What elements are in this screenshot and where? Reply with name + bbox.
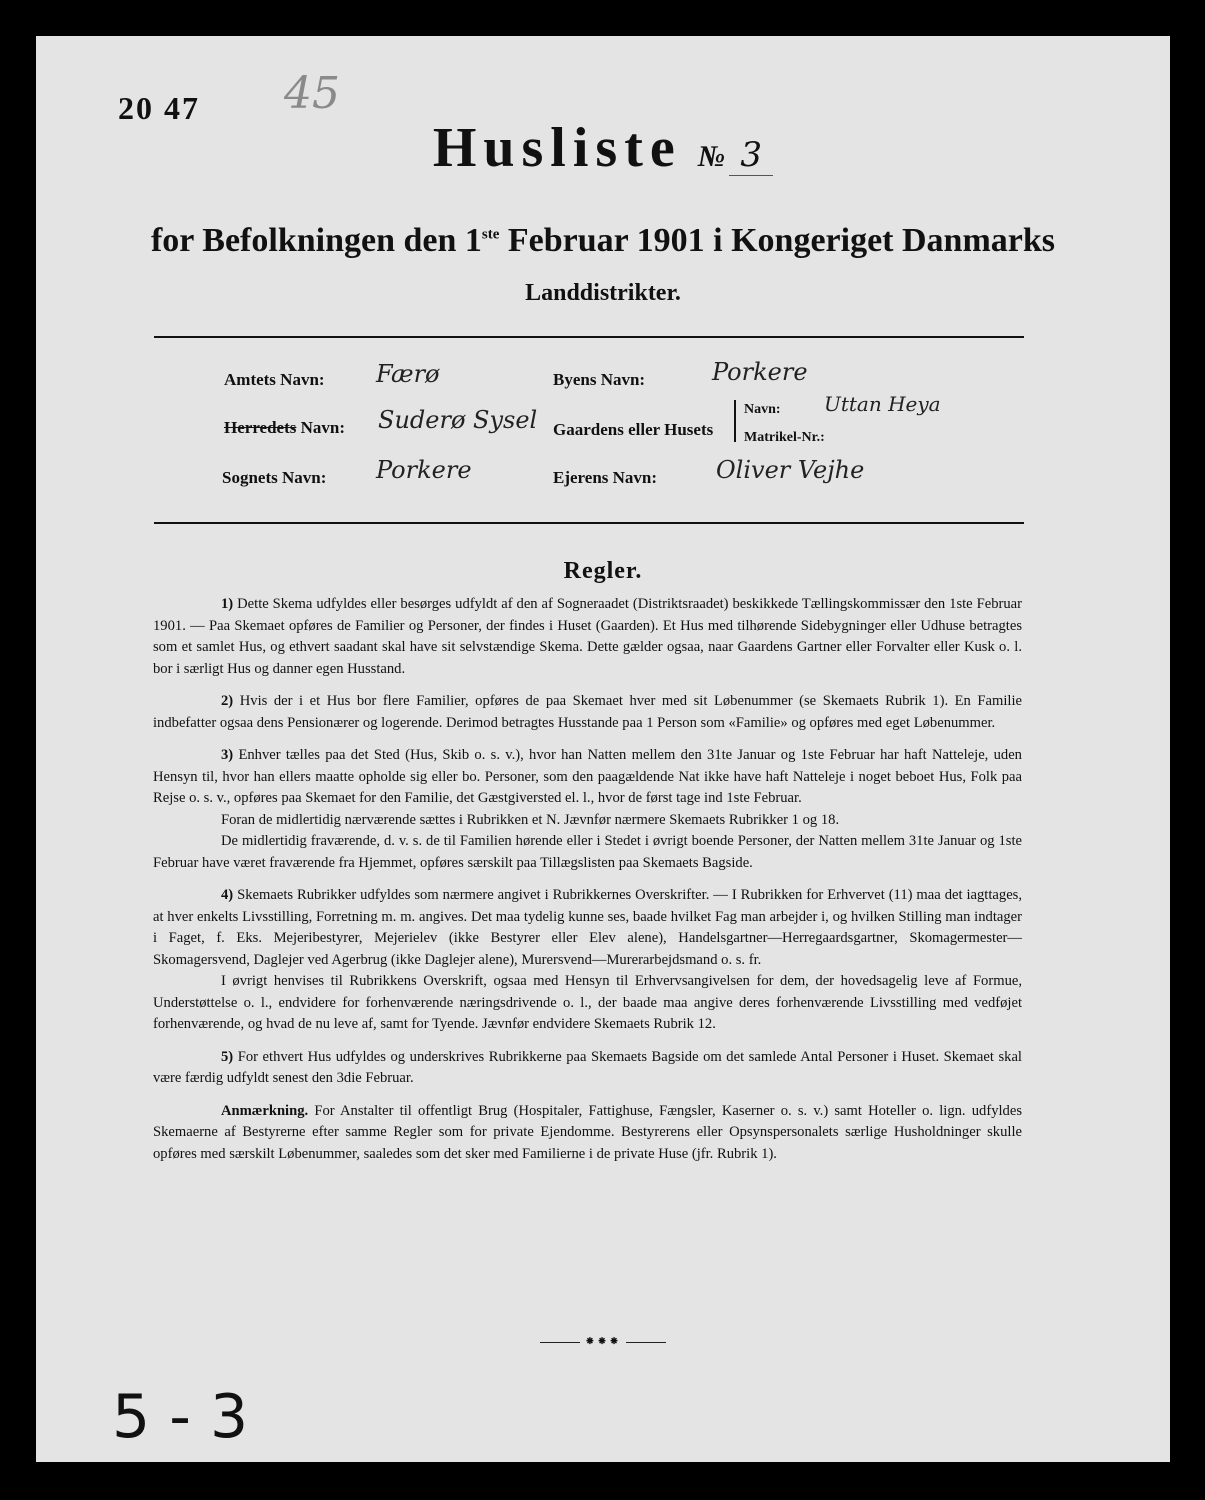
ornament — [36, 1334, 1170, 1349]
rule-5-number: 5) — [221, 1048, 234, 1065]
form-title: Husliste — [432, 117, 682, 179]
note-text: For Anstalter til offentligt Brug (Hospitaler, Fattighuse, Fængsler, Kaserner o. s. v.) samt Hoteller o. lign. udfyldes Skemaerne af Bestyrerne efter samme Regler som for private Ejendomme. Bestyrerens eller Opsynspersonalets særlige Husholdninger skulle opføres med særskilt Løbenummer, saaledes som det sker med Familierne i de private Huse (jfr. Rubrik 1). — [153, 1102, 1022, 1162]
rule-2-text: Hvis der i et Hus bor flere Familier, opføres de paa Skemaet hver med sit Løbenummer (se Skemaets Rubrik 1). En Familie indbefatter ogsaa dens Pensionærer og logerende. Derimod betragtes Husstande paa 1 Person som «Familie» og opføres med eget Løbenummer. — [153, 693, 1022, 731]
sogn-value: Porkere — [376, 456, 472, 484]
note — [153, 1101, 1022, 1166]
number-value: 3 — [729, 135, 773, 176]
form-subtitle — [36, 222, 1170, 260]
subtitle-suffix: Februar 1901 i Kongeriget Danmarks — [499, 222, 1056, 259]
rules-body — [153, 594, 1022, 1176]
rule-4-text: Skemaets Rubrikker udfyldes som nærmere angivet i Rubrikkernes Overskrifter. — I Rubrikken for Erhvervet (11) maa det iagttages, at hver enkelts Livsstilling, Forretning m. m. angives. Det maa tydelig kunne ses, baade hvilket Fag man arbejder i, og hvilken Stilling man indtager i Faget, f. Eks. Mejeribestyrer, Mejerielev (ikke Bestyrer eller Elev alene), Handelsgartner—Herregaardsgartner, Skomagermester—Skomagersvend, Daglejer ved Agerbrug (ikke Daglejer alene), Murersvend—Murerarbejdsmand o. s. fr. — [153, 887, 1022, 968]
navn-value: Uttan Heya — [824, 392, 941, 416]
ejer-label: Ejerens Navn: — [553, 468, 658, 487]
sogn-label: Sognets Navn: — [222, 468, 327, 487]
byen-value: Porkere — [712, 358, 808, 386]
top-divider — [154, 336, 1024, 338]
gaard-label: Gaardens eller Husets — [553, 420, 714, 439]
amt-label: Amtets Navn: — [224, 370, 325, 389]
subtitle-prefix: for Befolkningen den 1 — [150, 222, 482, 259]
herred-value: Suderø Sysel — [378, 406, 538, 434]
rule-3-text: Enhver tælles paa det Sted (Hus, Skib o. s. v.), hvor han Natten mellem den 31te Januar og 1ste Februar har haft Natteleje, uden Hensyn til, hvor han ellers maatte opholde sig eller bo. Personer, som den paagældende Nat ikke have haft Natteleje i noget beboet Hus, Folk paa Rejse o. s. v., opføres paa Skemaet for den Familie, det Gæstgiversted el. l., hvor de først tage ind 1ste Februar. — [153, 747, 1022, 806]
herred-label-struck: Herredets — [224, 418, 297, 437]
district-heading: Landdistrikter. — [525, 280, 681, 306]
rule-3-number: 3) — [221, 747, 234, 763]
navn-label: Navn: — [744, 402, 781, 417]
rule-2-number: 2) — [221, 693, 234, 709]
rules-heading: Regler. — [563, 558, 643, 584]
rule-1 — [153, 594, 1022, 680]
title-row — [36, 116, 1170, 180]
ornament-line-right — [626, 1342, 666, 1343]
amt-value: Færø — [376, 360, 440, 388]
rule-4-number: 4) — [221, 887, 234, 903]
ornament-mark: ⁕⁕⁕ — [584, 1334, 622, 1348]
ornament-line-left — [540, 1342, 580, 1343]
rule-5-text: For ethvert Hus udfyldes og underskrives Rubrikkerne paa Skemaets Bagside om det samlede Antal Personer i Huset. Skemaet skal være færdig udfyldt senest den 3die Februar. — [153, 1048, 1022, 1086]
rule-2 — [153, 691, 1022, 734]
number-label: № — [697, 140, 726, 173]
page-number: 20 47 — [118, 90, 200, 126]
rule-4b: I øvrigt henvises til Rubrikkens Overskrift, ogsaa med Hensyn til Erhvervsangivelsen for dem, der hovedsagelig leve af Formue, Understøttelse o. l., endvidere for forhenværende næringsdrivende o. l., der baade maa angive deres forhenværende Livsstilling med vedføjet forhenværende, og hvad de nu leve af, samt for Tyende. Jævnfør endvidere Skemaets Rubrik 12. — [153, 973, 1022, 1032]
bottom-divider — [154, 522, 1024, 524]
pencil-note: 45 — [284, 68, 340, 119]
rule-3b: Foran de midlertidig nærværende sættes i Rubrikken et N. Jævnfør nærmere Skemaets Rubrikker 1 og 18. — [221, 811, 840, 828]
note-label: Anmærkning. — [221, 1102, 309, 1119]
bottom-handwritten-note: 5 - 3 — [112, 1382, 249, 1452]
rule-1-text: Dette Skema udfyldes eller besørges udfyldt af den af Sogneraadet (Distriktsraadet) beskikkede Tællingskommissær den 1ste Februar 1901. — Paa Skemaet opføres de Familier og Personer, der findes i Huset (Gaarden). Et Hus med tilhørende Sidebygninger eller Udhuse betragtes som et samlet Hus, og ethvert saadant skal have sit selvstændige Skema. Dette gælder ogsaa, naar Gaardens Gartner eller Forvalter eller Kusk o. l. bor i særligt Hus og danner egen Husstand. — [153, 596, 1022, 677]
subtitle-sup: ste — [481, 226, 500, 243]
rule-1-number: 1) — [221, 596, 234, 612]
brace — [734, 400, 741, 442]
census-form-sheet — [36, 36, 1170, 1462]
herred-label — [224, 418, 345, 438]
ejer-value: Oliver Vejhe — [716, 456, 865, 484]
rule-4 — [153, 885, 1022, 971]
rule-5 — [153, 1047, 1022, 1090]
rule-3c: De midlertidig fraværende, d. v. s. de til Familien hørende eller i Stedet i øvrigt boende Personer, der Natten mellem 31te Januar og 1ste Februar have været fraværende fra Hjemmet, opføres særskilt paa Tillægslisten paa Skemaets Bagside. — [153, 833, 1022, 871]
rule-3 — [153, 745, 1022, 810]
herred-label-rest: Navn: — [300, 418, 346, 437]
byen-label: Byens Navn: — [553, 370, 646, 389]
matrikel-label: Matrikel-Nr.: — [744, 430, 825, 445]
